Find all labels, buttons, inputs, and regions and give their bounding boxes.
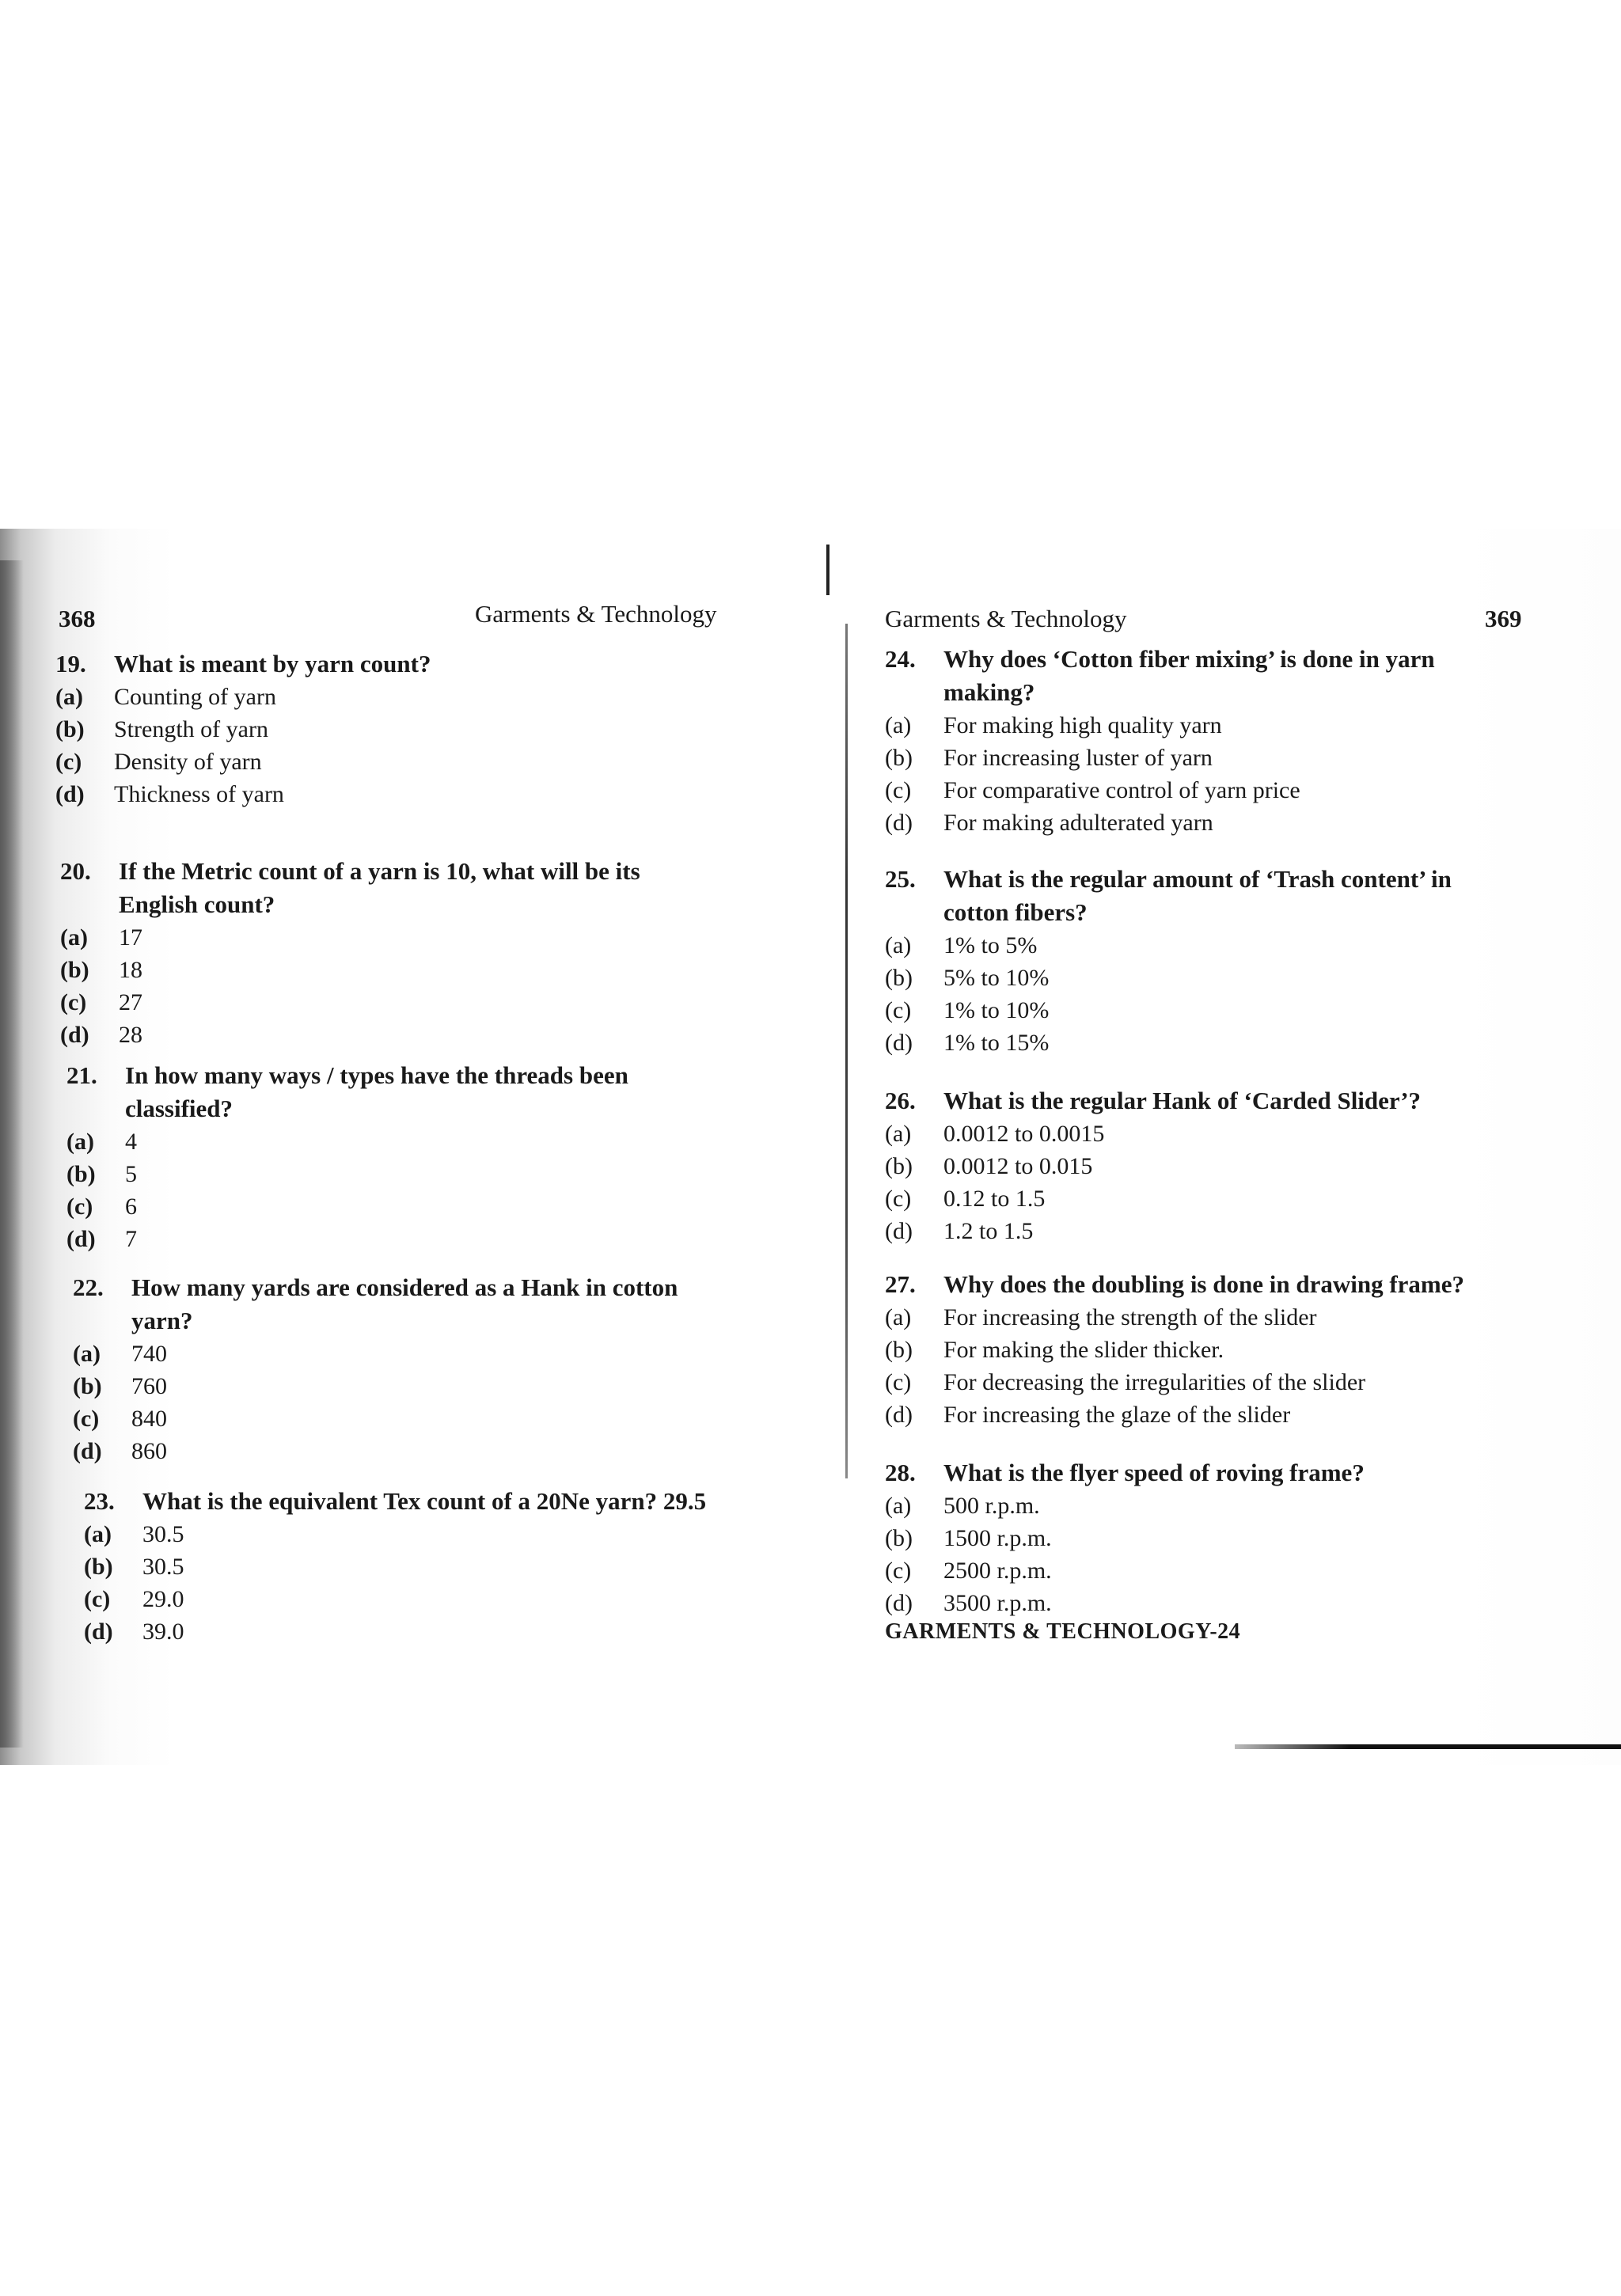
option-text: 1% to 5% [943, 932, 1038, 958]
option-b [885, 1522, 1550, 1554]
page-number: 369 [1485, 605, 1522, 632]
option-text: Thickness of yarn [114, 781, 284, 807]
question-23 [84, 1485, 749, 1648]
option-label: (a) [55, 684, 83, 710]
option-a [55, 681, 768, 713]
question-text: What is meant by yarn count? [114, 650, 431, 677]
option-c [885, 1182, 1534, 1215]
option-label: (c) [885, 1558, 912, 1584]
option-text: For making high quality yarn [943, 712, 1222, 738]
option-c [885, 1554, 1550, 1587]
question-number: 24. [885, 645, 916, 673]
option-label: (a) [84, 1521, 112, 1547]
option-label: (d) [73, 1438, 102, 1464]
option-label: (a) [885, 712, 912, 738]
question-26 [885, 1084, 1534, 1247]
page-number: 368 [59, 605, 96, 632]
option-label: (a) [885, 1121, 912, 1147]
option-text: 30.5 [142, 1521, 184, 1547]
option-label: (a) [66, 1129, 94, 1155]
option-label: (b) [885, 965, 913, 991]
option-label: (b) [84, 1554, 113, 1580]
option-label: (c) [885, 1186, 912, 1212]
option-c [73, 1402, 730, 1435]
option-c [885, 1366, 1550, 1398]
question-text: Why does ‘Cotton fiber mixing’ is done in yarn making? [943, 645, 1435, 706]
question-text: If the Metric count of a yarn is 10, what will be its English count? [119, 857, 640, 918]
running-title: Garments & Technology [475, 600, 717, 628]
option-b [885, 1150, 1534, 1182]
right-page [885, 605, 1581, 1644]
option-text: 2500 r.p.m. [943, 1558, 1052, 1584]
book-scan [0, 529, 1621, 1765]
option-text: 1% to 15% [943, 1030, 1050, 1056]
option-c [84, 1583, 749, 1615]
option-text: 4 [125, 1129, 137, 1155]
option-label: (d) [885, 810, 913, 836]
option-c [55, 746, 768, 778]
option-c [885, 774, 1518, 806]
option-text: 740 [131, 1341, 167, 1367]
option-label: (c) [84, 1586, 111, 1612]
option-label: (c) [885, 997, 912, 1023]
option-label: (d) [84, 1619, 113, 1645]
gutter-mark [826, 545, 829, 595]
option-label: (c) [885, 777, 912, 803]
question-25 [885, 863, 1518, 1059]
option-b [55, 713, 768, 746]
option-text: 7 [125, 1226, 137, 1252]
option-a [73, 1338, 730, 1370]
option-text: For making adulterated yarn [943, 810, 1213, 836]
question-number: 26. [885, 1087, 916, 1114]
option-label: (c) [55, 749, 82, 775]
option-b [885, 742, 1518, 774]
option-label: (b) [885, 1525, 913, 1551]
question-text: How many yards are considered as a Hank in cotton yarn? [131, 1273, 678, 1334]
question-number: 28. [885, 1459, 916, 1486]
option-text: For decreasing the irregularities of the slider [943, 1369, 1366, 1395]
option-c [60, 986, 709, 1019]
option-a [66, 1125, 723, 1158]
option-label: (b) [55, 716, 85, 742]
option-label: (c) [66, 1194, 93, 1220]
option-text: For comparative control of yarn price [943, 777, 1300, 803]
option-c [66, 1190, 723, 1223]
option-text: 28 [119, 1022, 142, 1048]
option-text: 3500 r.p.m. [943, 1590, 1052, 1616]
option-label: (a) [885, 1493, 912, 1519]
option-label: (a) [885, 1304, 912, 1330]
left-running-head [55, 600, 768, 632]
option-label: (d) [885, 1030, 913, 1056]
question-text: Why does the doubling is done in drawing frame? [943, 1270, 1464, 1298]
option-text: 30.5 [142, 1554, 184, 1580]
option-text: 27 [119, 989, 142, 1015]
right-running-head [885, 605, 1581, 636]
option-text: 1.2 to 1.5 [943, 1218, 1034, 1244]
option-text: For increasing the glaze of the slider [943, 1402, 1291, 1428]
running-title: Garments & Technology [885, 605, 1127, 632]
option-b [885, 1334, 1550, 1366]
option-d [60, 1019, 709, 1051]
option-label: (a) [73, 1341, 101, 1367]
option-b [60, 954, 709, 986]
option-label: (a) [60, 924, 88, 951]
option-b [885, 962, 1518, 994]
option-c [885, 994, 1518, 1027]
question-19 [55, 647, 768, 810]
option-a [60, 921, 709, 954]
option-label: (d) [66, 1226, 96, 1252]
option-label: (d) [885, 1218, 913, 1244]
option-text: 500 r.p.m. [943, 1493, 1040, 1519]
option-text: For increasing luster of yarn [943, 745, 1213, 771]
option-b [66, 1158, 723, 1190]
option-label: (b) [885, 745, 913, 771]
option-label: (b) [73, 1373, 102, 1399]
option-text: 0.12 to 1.5 [943, 1186, 1046, 1212]
option-label: (a) [885, 932, 912, 958]
page-footer: GARMENTS & TECHNOLOGY-24 [885, 1619, 1241, 1644]
option-text: For increasing the strength of the slider [943, 1304, 1317, 1330]
option-text: 5% to 10% [943, 965, 1050, 991]
option-text: 1% to 10% [943, 997, 1050, 1023]
option-a [885, 1301, 1550, 1334]
option-text: 0.0012 to 0.0015 [943, 1121, 1105, 1147]
question-22 [73, 1271, 730, 1467]
book-gutter [845, 624, 848, 1478]
option-label: (d) [55, 781, 85, 807]
option-text: 840 [131, 1406, 167, 1432]
question-20 [60, 855, 709, 1051]
option-text: 0.0012 to 0.015 [943, 1153, 1093, 1179]
option-a [885, 709, 1518, 742]
option-text: 1500 r.p.m. [943, 1525, 1052, 1551]
option-d [885, 1587, 1550, 1619]
option-label: (b) [885, 1337, 913, 1363]
option-label: (d) [885, 1402, 913, 1428]
question-number: 23. [84, 1487, 115, 1515]
option-b [84, 1550, 749, 1583]
question-28 [885, 1456, 1550, 1619]
question-text: What is the regular Hank of ‘Carded Slider’? [943, 1087, 1422, 1114]
option-d [885, 1027, 1518, 1059]
option-a [84, 1518, 749, 1550]
option-text: 5 [125, 1161, 137, 1187]
option-a [885, 929, 1518, 962]
question-21 [66, 1059, 723, 1255]
option-d [73, 1435, 730, 1467]
option-d [885, 806, 1518, 839]
option-text: 6 [125, 1194, 137, 1220]
option-label: (c) [73, 1406, 100, 1432]
option-text: 760 [131, 1373, 167, 1399]
option-a [885, 1490, 1550, 1522]
option-label: (b) [60, 957, 89, 983]
option-d [885, 1215, 1534, 1247]
question-text: In how many ways / types have the threads been classified? [125, 1061, 628, 1122]
option-label: (b) [885, 1153, 913, 1179]
question-number: 27. [885, 1270, 916, 1298]
left-page [55, 600, 768, 1645]
question-number: 22. [73, 1273, 104, 1301]
option-label: (d) [885, 1590, 913, 1616]
question-24 [885, 643, 1518, 839]
question-number: 19. [55, 650, 86, 677]
option-label: (c) [885, 1369, 912, 1395]
option-text: Counting of yarn [114, 684, 276, 710]
option-text: 29.0 [142, 1586, 184, 1612]
question-number: 20. [60, 857, 91, 885]
question-27 [885, 1268, 1550, 1431]
question-text: What is the regular amount of ‘Trash content’ in cotton fibers? [943, 865, 1452, 926]
page-bottom-edge [1235, 1744, 1621, 1749]
option-label: (d) [60, 1022, 89, 1048]
option-text: Strength of yarn [114, 716, 268, 742]
option-d [84, 1615, 749, 1648]
option-d [885, 1398, 1550, 1431]
option-text: 860 [131, 1438, 167, 1464]
option-d [55, 778, 768, 810]
option-a [885, 1118, 1534, 1150]
question-text: What is the flyer speed of roving frame? [943, 1459, 1365, 1486]
option-d [66, 1223, 723, 1255]
option-label: (c) [60, 989, 87, 1015]
option-text: 17 [119, 924, 142, 951]
option-text: Density of yarn [114, 749, 262, 775]
option-label: (b) [66, 1161, 96, 1187]
page-edge-shadow [0, 560, 24, 1748]
option-b [73, 1370, 730, 1402]
option-text: 39.0 [142, 1619, 184, 1645]
option-text: For making the slider thicker. [943, 1337, 1224, 1363]
question-number: 25. [885, 865, 916, 893]
question-number: 21. [66, 1061, 97, 1089]
question-text: What is the equivalent Tex count of a 20Ne yarn? 29.5 [142, 1487, 707, 1515]
option-text: 18 [119, 957, 142, 983]
